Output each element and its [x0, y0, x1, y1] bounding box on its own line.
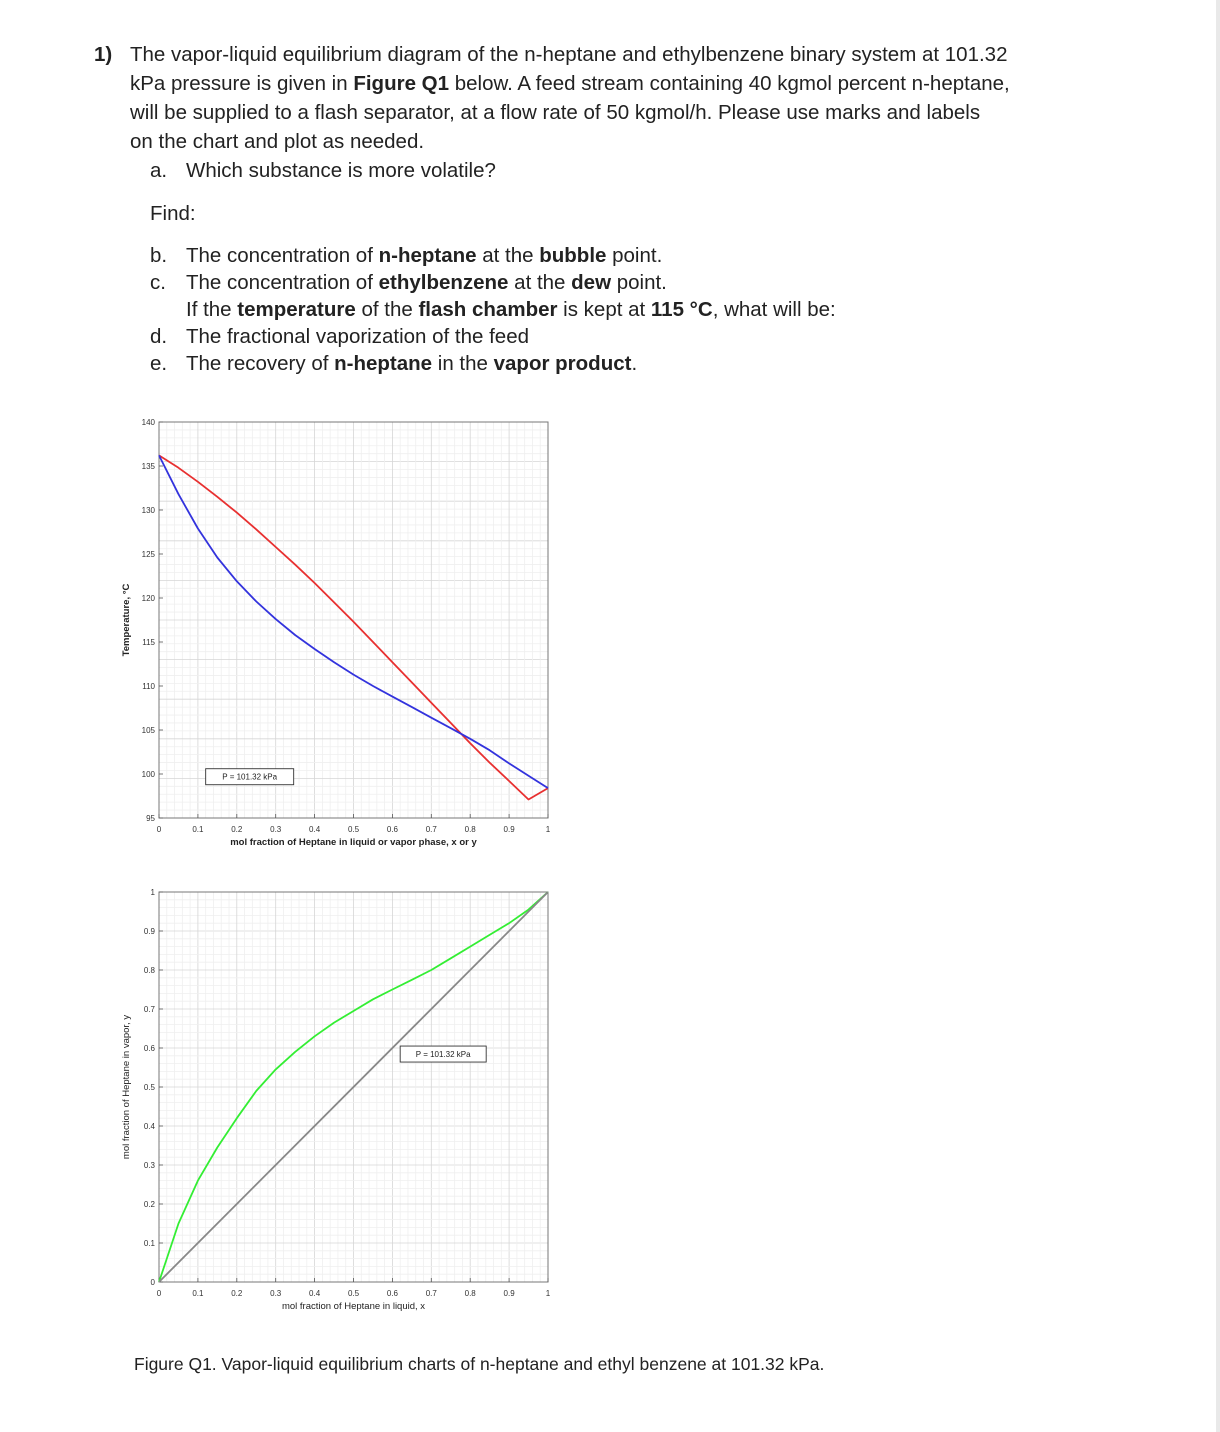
- y-tick-label: 0.8: [143, 966, 155, 975]
- y-tick-label: 110: [142, 682, 155, 691]
- x-tick-label: 1: [545, 1289, 551, 1298]
- y-axis-label: Temperature, °C: [121, 583, 132, 657]
- part-b-label: b.: [150, 244, 168, 267]
- intro-line-1-run-0: kPa pressure is given in: [130, 72, 354, 95]
- flash-run-3: flash chamber: [418, 298, 558, 321]
- flash-run-4: is kept at: [557, 298, 651, 321]
- part-b-run-0: The concentration of: [186, 244, 379, 267]
- y-tick-label: 105: [141, 726, 155, 735]
- part-b-run-3: bubble: [539, 244, 607, 267]
- x-tick-label: 0: [156, 1289, 162, 1298]
- x-tick-label: 0.8: [464, 825, 476, 834]
- x-tick-label: 0.6: [386, 1289, 398, 1298]
- question-number: 1): [94, 43, 113, 66]
- x-tick-label: 0: [156, 825, 162, 834]
- y-tick-label: 0.5: [143, 1083, 155, 1092]
- page-edge-shadow: [1216, 0, 1220, 1432]
- y-tick-label: 125: [141, 550, 155, 559]
- x-axis-label: mol fraction of Heptane in liquid or vapor phase, x or y: [230, 837, 477, 848]
- y-tick-label: 95: [146, 814, 155, 823]
- x-tick-label: 1: [545, 825, 551, 834]
- part-b-text: [186, 244, 662, 267]
- x-tick-label: 0.6: [386, 825, 398, 834]
- y-tick-label: 0.9: [143, 927, 155, 936]
- intro-line-3-run-0: on the chart and plot as needed.: [130, 130, 425, 153]
- part-d-run-0: The fractional vaporization of the feed: [186, 325, 530, 348]
- part-e-run-2: in the: [432, 352, 494, 375]
- question-intro-line: [130, 98, 1094, 127]
- part-c-run-2: at the: [508, 271, 572, 294]
- y-tick-label: 1: [150, 888, 155, 897]
- x-tick-label: 0.4: [309, 825, 321, 834]
- part-d-label: d.: [150, 325, 168, 348]
- part-c-run-3: dew: [571, 271, 612, 294]
- figure-caption: Figure Q1. Vapor-liquid equilibrium charts of n-heptane and ethyl benzene at 101.32 kPa.: [134, 1354, 825, 1374]
- part-e: [150, 350, 637, 377]
- x-tick-label: 0.9: [503, 1289, 515, 1298]
- txy-diagram: [110, 410, 580, 850]
- part-a-label: a.: [150, 159, 168, 182]
- find-heading: Find:: [150, 202, 196, 225]
- part-b: [150, 242, 662, 269]
- part-e-run-0: The recovery of: [186, 352, 335, 375]
- part-e-label: e.: [150, 352, 168, 375]
- x-tick-label: 0.1: [192, 825, 204, 834]
- x-axis-label: mol fraction of Heptane in liquid, x: [281, 1301, 426, 1312]
- flash-run-6: , what will be:: [712, 298, 836, 321]
- y-tick-label: 140: [141, 418, 155, 427]
- x-tick-label: 0.9: [503, 825, 515, 834]
- y-tick-label: 115: [142, 638, 155, 647]
- flash-run-0: If the: [186, 298, 238, 321]
- y-tick-label: 0.6: [143, 1044, 155, 1053]
- flash-run-5: 115 °C: [650, 298, 713, 321]
- question-intro-line: [130, 40, 1094, 69]
- question-intro-line: [130, 69, 1094, 98]
- x-tick-label: 0.2: [231, 1289, 243, 1298]
- pressure-annotation: P = 101.32 kPa: [415, 1050, 471, 1060]
- intro-line-0-run-0: The vapor-liquid equilibrium diagram of the n-heptane and ethylbenzene binary system at 101.32: [130, 43, 1008, 66]
- flash-condition-text: [186, 296, 836, 323]
- flash-run-2: of the: [355, 298, 419, 321]
- part-b-run-1: n-heptane: [378, 244, 477, 267]
- pressure-annotation: P = 101.32 kPa: [222, 772, 278, 782]
- xy-diagram: [110, 880, 580, 1320]
- y-axis-label: mol fraction of Heptane in vapor, y: [121, 1014, 132, 1160]
- question-intro: [130, 40, 1094, 156]
- part-b-run-2: at the: [476, 244, 540, 267]
- x-tick-label: 0.5: [347, 825, 360, 834]
- y-tick-label: 0: [150, 1278, 155, 1287]
- y-tick-label: 130: [141, 506, 155, 515]
- question-intro-line: [130, 127, 1094, 156]
- flash-run-1: temperature: [237, 298, 356, 321]
- intro-line-1-run-1: Figure Q1: [353, 72, 450, 95]
- y-tick-label: 120: [141, 594, 155, 603]
- part-d-text: [186, 325, 529, 348]
- part-c-run-0: The concentration of: [186, 271, 379, 294]
- y-tick-label: 100: [141, 770, 155, 779]
- x-tick-label: 0.4: [309, 1289, 321, 1298]
- y-tick-label: 0.4: [143, 1122, 155, 1131]
- part-a: [150, 157, 496, 184]
- x-tick-label: 0.7: [425, 1289, 437, 1298]
- x-tick-label: 0.5: [347, 1289, 360, 1298]
- x-tick-label: 0.3: [270, 1289, 282, 1298]
- part-c-label: c.: [150, 271, 166, 294]
- part-a-text: Which substance is more volatile?: [186, 159, 496, 182]
- y-tick-label: 0.3: [143, 1161, 155, 1170]
- part-c: [150, 269, 667, 296]
- question-block: [94, 40, 1094, 156]
- part-e-run-3: vapor product: [493, 352, 632, 375]
- y-tick-label: 0.2: [143, 1200, 155, 1209]
- part-e-run-1: n-heptane: [334, 352, 433, 375]
- x-tick-label: 0.7: [425, 825, 437, 834]
- part-c-text: [186, 271, 667, 294]
- y-tick-label: 0.1: [143, 1239, 155, 1248]
- x-tick-label: 0.2: [231, 825, 243, 834]
- part-d: [150, 323, 529, 350]
- x-tick-label: 0.1: [192, 1289, 204, 1298]
- part-b-run-4: point.: [606, 244, 663, 267]
- intro-line-1-run-2: below. A feed stream containing 40 kgmol percent n-heptane,: [449, 72, 1010, 95]
- x-tick-label: 0.3: [270, 825, 282, 834]
- part-c-run-4: point.: [611, 271, 667, 294]
- y-tick-label: 135: [141, 462, 155, 471]
- x-tick-label: 0.8: [464, 1289, 476, 1298]
- y-tick-label: 0.7: [143, 1005, 155, 1014]
- part-e-run-4: .: [631, 352, 638, 375]
- part-c-run-1: ethylbenzene: [378, 271, 509, 294]
- part-e-text: [186, 352, 637, 375]
- intro-line-2-run-0: will be supplied to a flash separator, at a flow rate of 50 kgmol/h. Please use marks and labels: [130, 101, 981, 124]
